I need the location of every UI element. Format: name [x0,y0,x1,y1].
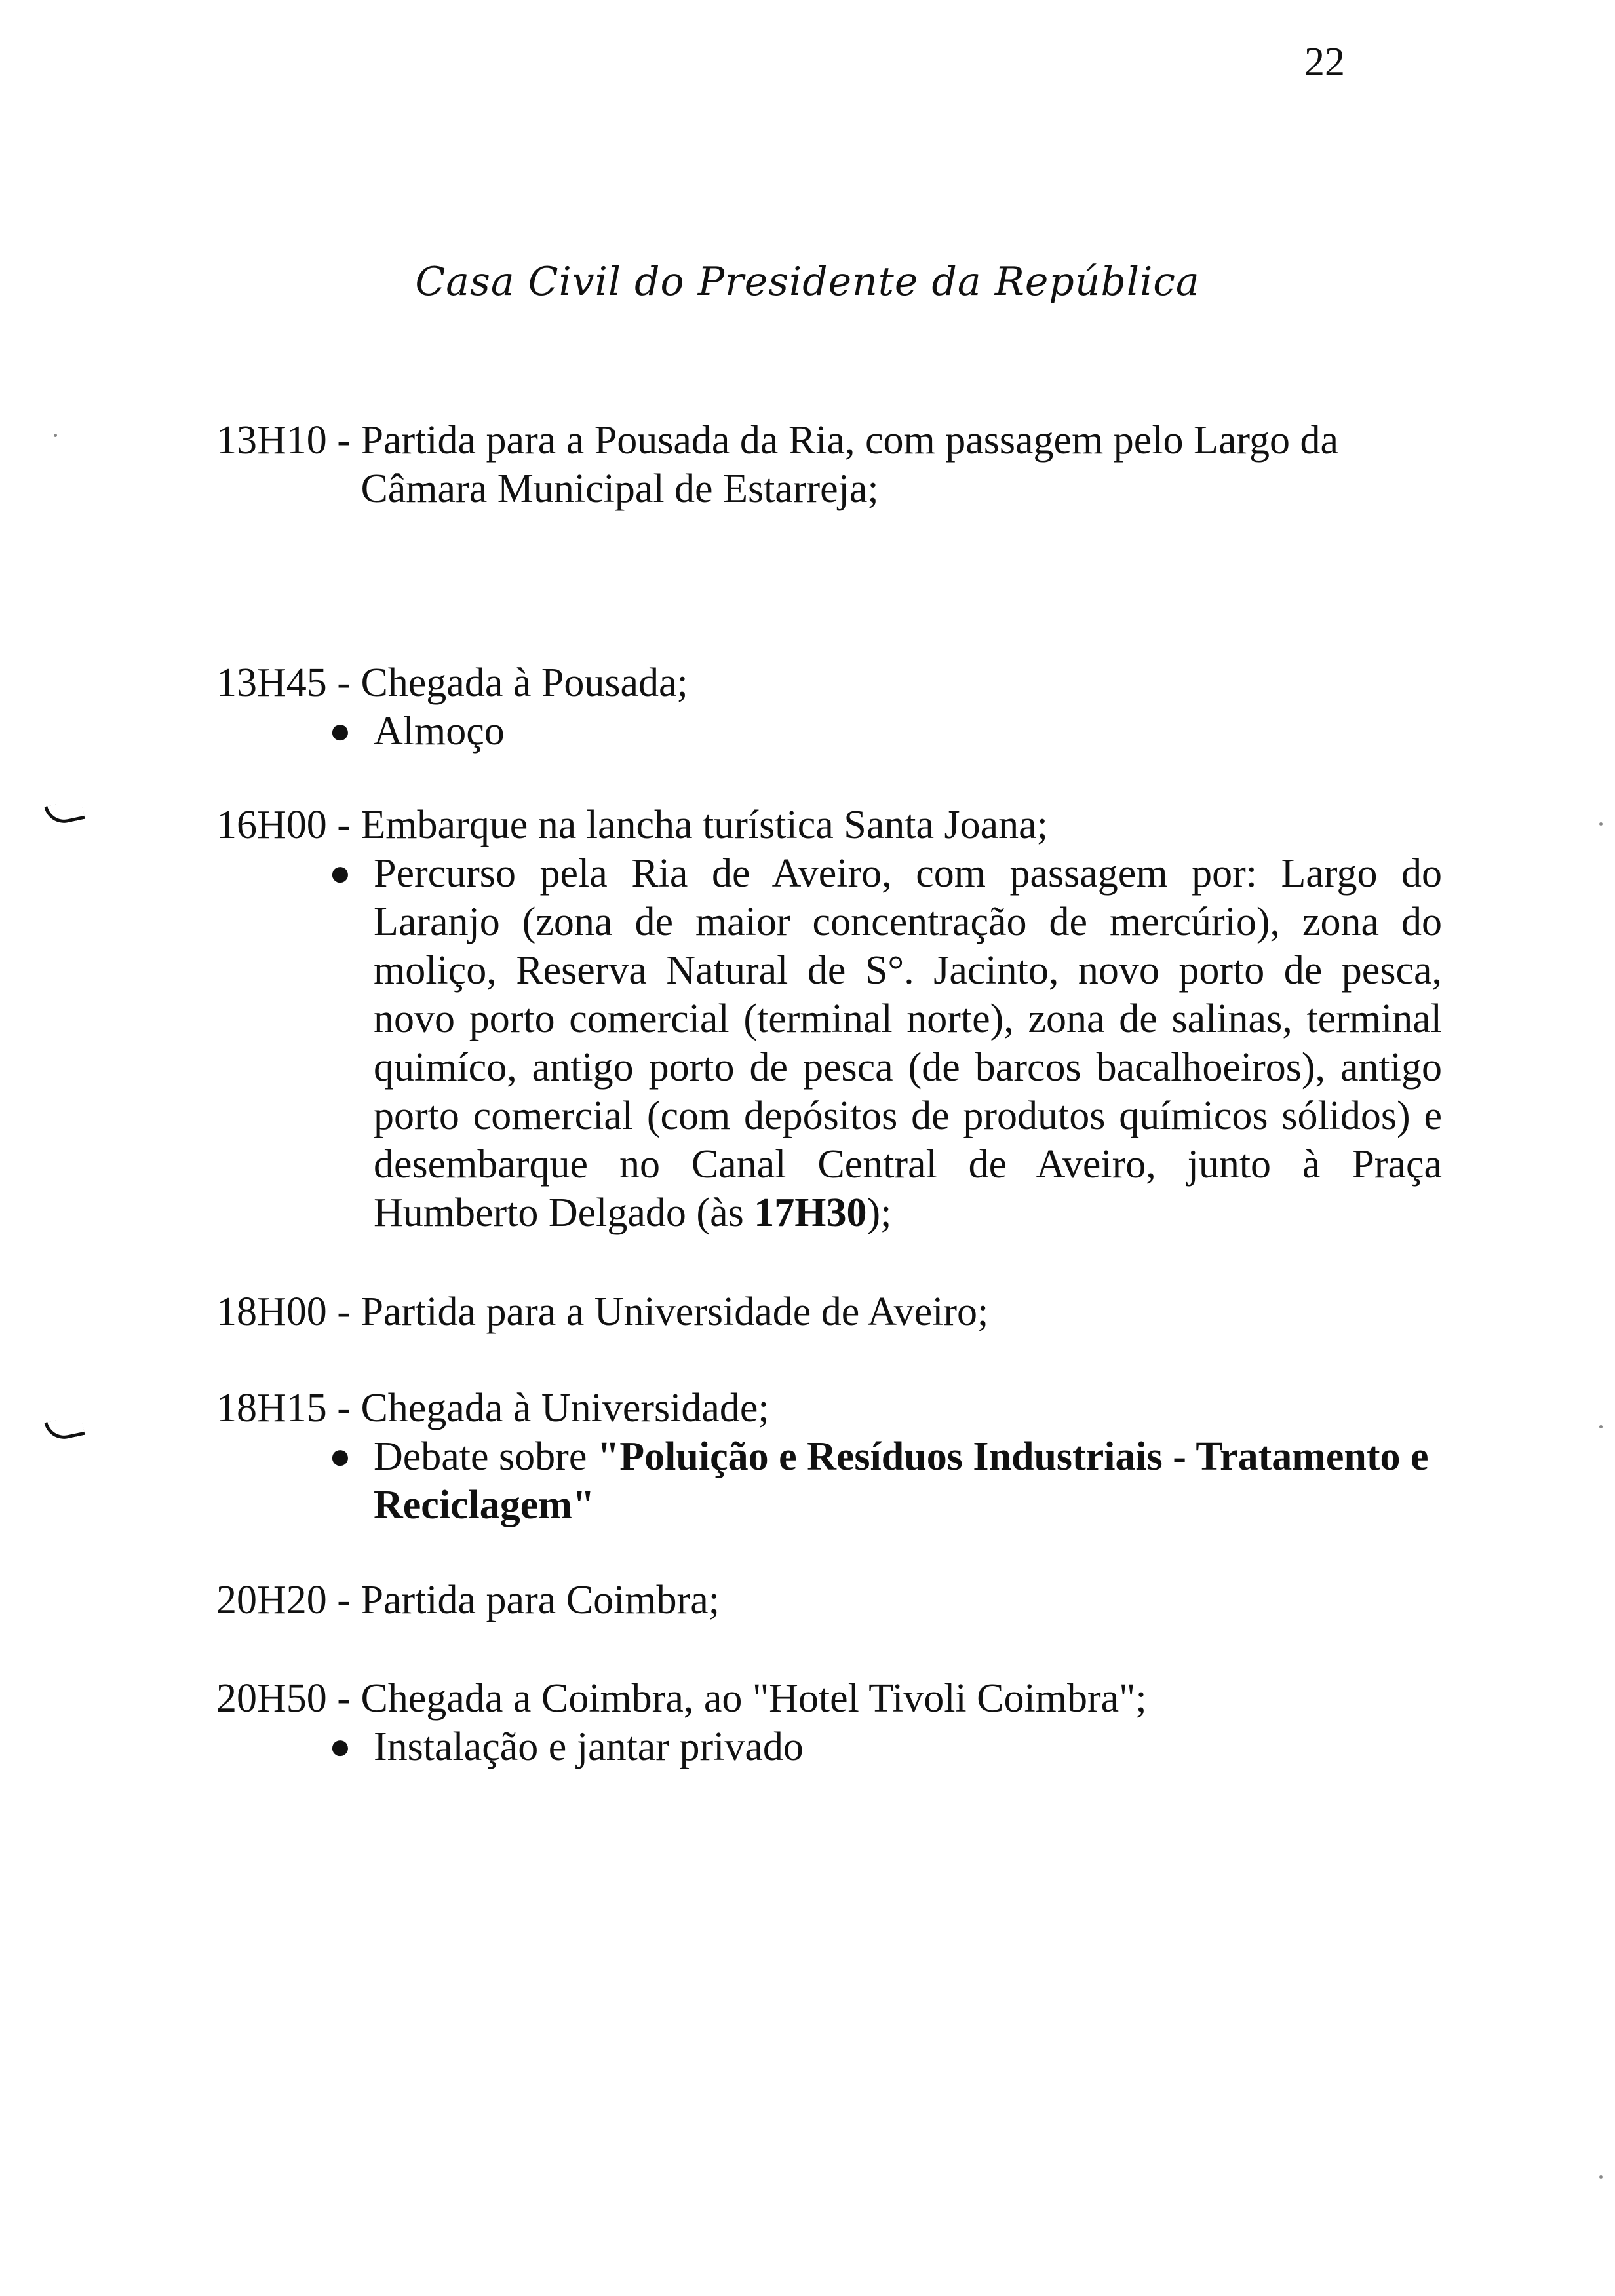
schedule-entry-1600 [216,801,1442,1237]
schedule-entry-1800 [216,1288,1442,1336]
entry-description: Embarque na lancha turística Santa Joana; [360,803,1048,847]
entry-time: 13H10 [216,418,327,463]
bullet-dot: ● [329,853,351,894]
bullet-text: Percurso pela Ria de Aveiro, com passagem por: Largo do Laranjo (zona de maior concentração de mercúrio), zona do moliço, Reserva Natural de S°. Jacinto, novo porto de pesca, novo porto comercial (terminal norte), zona de salinas, terminal quimíco, antigo porto de pesca (de barcos bacalhoeiros), antigo porto comercial (com depósitos de produtos químicos sólidos) e desembarque no Canal Central de Aveiro, junto à Praça Humberto Delgado (às [374,851,1442,1235]
bullet-text-end: ); [866,1191,892,1235]
entry-description: Partida para a Pousada da Ria, com passagem pelo Largo da Câmara Municipal de Estarreja; [360,418,1338,511]
scan-speck [1599,2175,1603,2179]
entry-separator: - [326,803,361,847]
entry-time: 16H00 [216,803,327,847]
letterhead-title: Casa Civil do Presidente da República [415,259,1200,305]
bullet-bold-time: 17H30 [754,1191,867,1235]
bullet-dot: ● [329,1436,351,1477]
bullet-dot: ● [329,711,351,752]
entry-description: Partida para Coimbra; [360,1578,720,1622]
bullet-dot: ● [329,1727,351,1767]
entry-bullet [216,849,1442,1237]
entry-separator: - [326,1386,361,1430]
bullet-text: Debate sobre [374,1434,597,1479]
entry-description: Chegada à Universidade; [360,1386,769,1430]
entry-time: 20H20 [216,1578,327,1622]
scan-speck [1599,1425,1603,1428]
entry-description: Chegada a Coimbra, ao "Hotel Tivoli Coimbra"; [360,1676,1147,1721]
entry-bullet [216,1432,1442,1529]
margin-check-mark [44,799,85,826]
schedule-entry-1345 [216,659,1442,756]
bullet-text: Almoço [374,709,505,754]
entry-description: Partida para a Universidade de Aveiro; [360,1290,989,1334]
schedule-entry-2050 [216,1674,1442,1771]
schedule-entry-2020 [216,1576,1442,1624]
entry-bullet [216,707,1442,756]
page-number: 22 [1304,40,1345,85]
entry-separator: - [326,1578,361,1622]
entry-bullet [216,1723,1442,1771]
bullet-text: Instalação e jantar privado [374,1725,804,1769]
entry-time: 18H00 [216,1290,327,1334]
entry-separator: - [326,1676,361,1721]
schedule-entry-1310 [216,416,1442,513]
scan-speck [54,434,57,437]
entry-time: 13H45 [216,660,327,705]
margin-check-mark [44,1415,85,1442]
scan-speck [1599,822,1603,826]
entry-separator: - [326,1290,361,1334]
entry-separator: - [326,660,361,705]
entry-time: 20H50 [216,1676,327,1721]
entry-separator: - [326,418,361,463]
entry-description: Chegada à Pousada; [360,660,688,705]
entry-time: 18H15 [216,1386,327,1430]
debate-title: "Poluição e Resíduos Industriais - Tratamento e Reciclagem" [374,1434,1429,1527]
schedule-entry-1815 [216,1384,1442,1529]
